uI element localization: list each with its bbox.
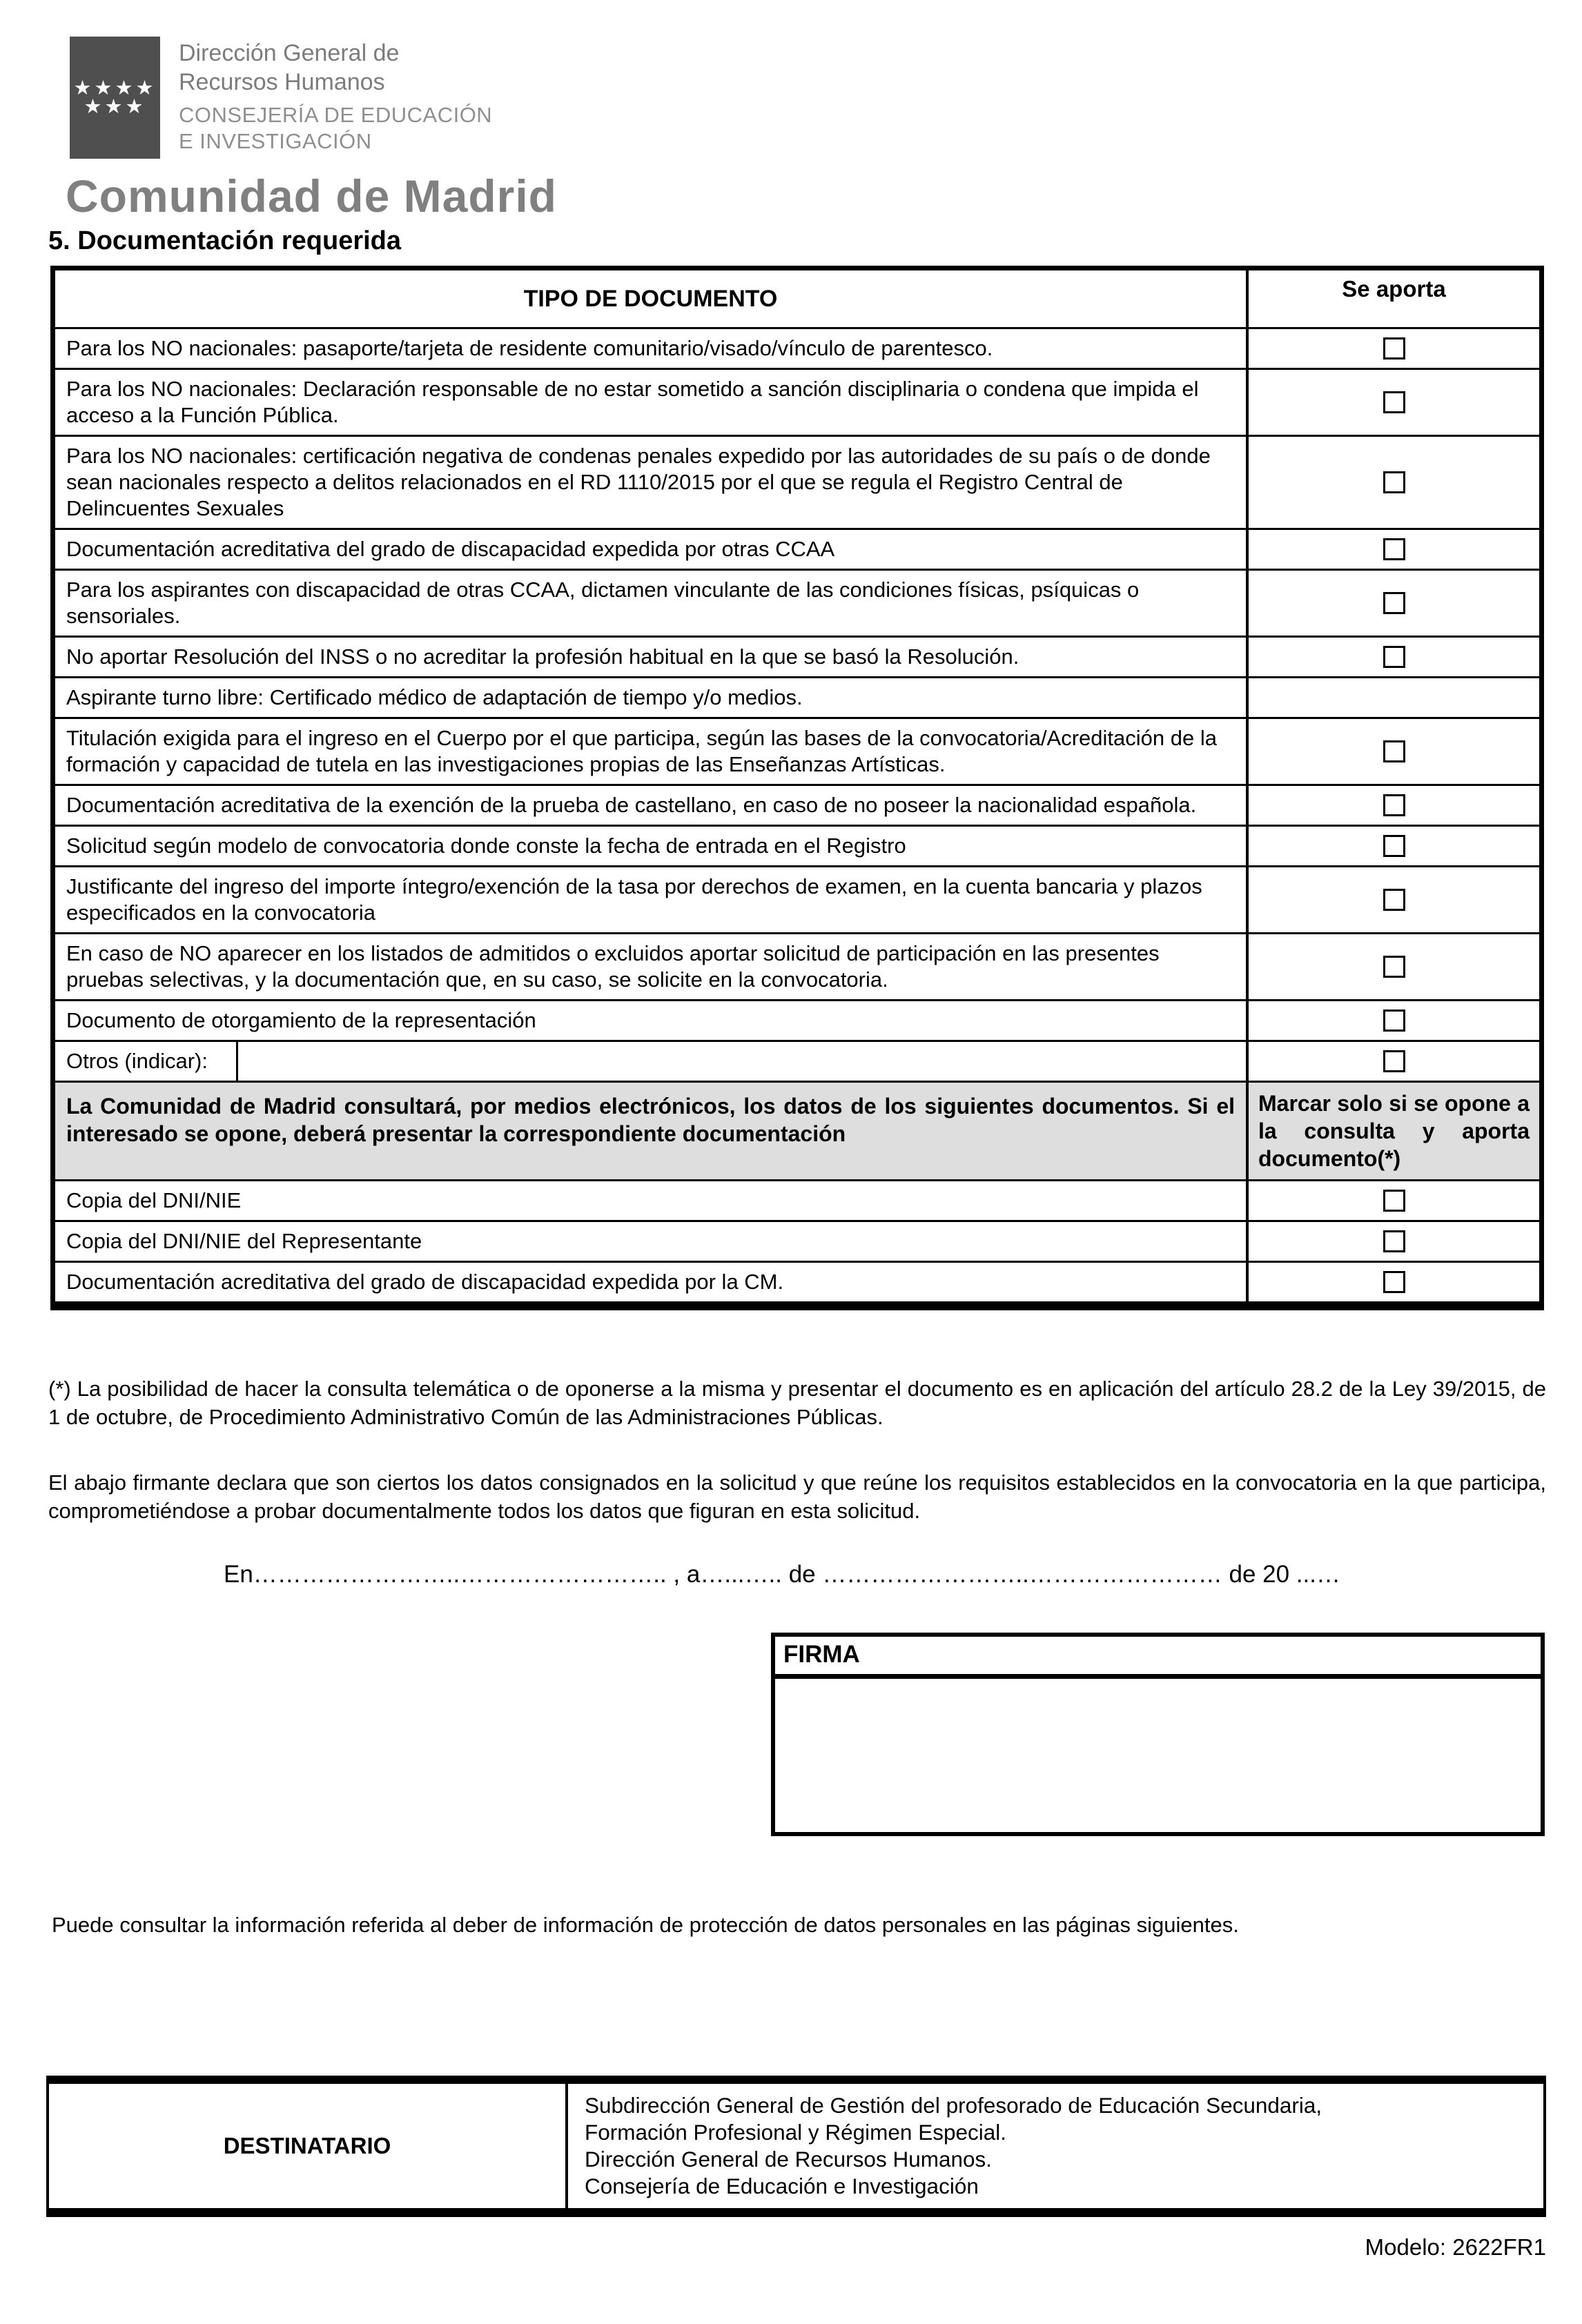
se-aporta-cell — [1246, 827, 1539, 865]
document-type-label: Para los NO nacionales: Declaración responsable de no estar sometido a sanción disciplinaria o condena que impida el acceso a la Función Pública. — [66, 377, 1199, 427]
se-aporta-cell — [1246, 1263, 1539, 1301]
table-row — [55, 717, 1539, 784]
se-aporta-cell — [1246, 329, 1539, 368]
se-aporta-cell — [1246, 1222, 1539, 1261]
org-block — [179, 39, 492, 155]
table-row — [55, 676, 1539, 717]
se-aporta-cell — [1246, 678, 1539, 717]
se-aporta-cell — [1246, 1181, 1539, 1220]
destinatario-address — [568, 2084, 1543, 2208]
otros-input-area[interactable] — [236, 1042, 1246, 1081]
document-type-label: Para los aspirantes con discapacidad de otras CCAA, dictamen vinculante de las condiciones físicas, psíquicas o sensoriales. — [66, 578, 1140, 628]
se-aporta-checkbox[interactable] — [1383, 889, 1405, 911]
firma-box — [771, 1633, 1545, 1836]
org-name-line2: Recursos Humanos — [179, 69, 385, 95]
se-aporta-checkbox[interactable] — [1383, 794, 1405, 816]
se-aporta-cell — [1246, 638, 1539, 676]
se-aporta-cell — [1246, 934, 1539, 999]
table-header-row — [55, 270, 1539, 327]
se-aporta-checkbox[interactable] — [1383, 592, 1405, 614]
table-row — [55, 825, 1539, 865]
table-row — [55, 932, 1539, 999]
document-type-label: Documentación acreditativa de la exención de la prueba de castellano, en caso de no poseer la nacionalidad española. — [66, 793, 1197, 817]
document-type-label: Para los NO nacionales: certificación negativa de condenas penales expedido por las autoridades de su país o de donde sean nacionales respecto a delitos relacionados en el RD 1110/2015 por el que se regula el Registro Central de Delincuentes Sexuales — [66, 444, 1211, 520]
madrid-flag-logo — [70, 37, 160, 159]
privacy-note: Puede consultar la información referida al deber de información de protección de datos personales en las páginas siguientes. — [52, 1913, 1239, 1937]
document-type-label: En caso de NO aparecer en los listados de admitidos o excluidos aportar solicitud de participación en las presentes pruebas selectivas, y la documentación que, en su caso, se solicite en la convocatoria. — [66, 941, 1160, 992]
se-aporta-cell — [1246, 530, 1539, 569]
document-type-label: Documento de otorgamiento de la representación — [66, 1008, 536, 1032]
table-row — [55, 1261, 1539, 1301]
se-aporta-checkbox[interactable] — [1383, 538, 1405, 560]
table-row — [55, 368, 1539, 435]
table-row — [55, 865, 1539, 932]
oposicion-checkbox[interactable] — [1383, 1271, 1405, 1293]
se-aporta-cell — [1246, 437, 1539, 528]
consult-header-row — [55, 1081, 1539, 1179]
se-aporta-checkbox[interactable] — [1383, 740, 1405, 762]
dept-name-line2: E INVESTIGACIÓN — [179, 129, 372, 153]
destinatario-box — [46, 2076, 1546, 2217]
table-row — [55, 569, 1539, 636]
se-aporta-checkbox[interactable] — [1383, 471, 1405, 493]
document-type-label: Copia del DNI/NIE — [66, 1188, 242, 1212]
firma-signature-area[interactable] — [775, 1679, 1541, 1831]
se-aporta-checkbox[interactable] — [1383, 646, 1405, 668]
document-type-label: Para los NO nacionales: pasaporte/tarjeta de residente comunitario/visado/vínculo de parentesco. — [66, 336, 993, 360]
madrid-stars-icon: ★★★ — [84, 95, 146, 118]
se-aporta-cell — [1246, 1001, 1539, 1040]
se-aporta-checkbox[interactable] — [1383, 337, 1405, 360]
document-type-label: Titulación exigida para el ingreso en el Cuerpo por el que participa, según las bases de la convocatoria/Acreditación de la formación y capacidad de tutela en las investigaciones propias de las Enseñanzas Artísticas. — [66, 726, 1217, 776]
column-header-se-aporta: Se aporta — [1246, 270, 1539, 327]
table-row — [55, 999, 1539, 1040]
document-type-label: Documentación acreditativa del grado de discapacidad expedida por otras CCAA — [66, 537, 835, 561]
table-row — [55, 1220, 1539, 1261]
destinatario-line: Subdirección General de Gestión del profesorado de Educación Secundaria, — [585, 2093, 1322, 2118]
document-type-label: No aportar Resolución del INSS o no acreditar la profesión habitual en la que se basó la Resolución. — [66, 644, 1019, 669]
destinatario-line: Consejería de Educación e Investigación — [585, 2174, 979, 2198]
oposicion-checkbox[interactable] — [1383, 1190, 1405, 1212]
declaration-text: El abajo firmante declara que son ciertos los datos consignados en la solicitud y que reúne los requisitos establecidos en la convocatoria en la que participa, comprometiéndose a probar documentalmente todos los datos que figuran en esta solicitud. — [48, 1470, 1546, 1523]
se-aporta-cell — [1246, 1042, 1539, 1081]
table-row — [55, 435, 1539, 528]
se-aporta-cell — [1246, 786, 1539, 825]
se-aporta-checkbox[interactable] — [1383, 1050, 1405, 1072]
form-model-code: Modelo: 2622FR1 — [1365, 2234, 1546, 2260]
se-aporta-cell — [1246, 571, 1539, 636]
table-row — [55, 528, 1539, 569]
document-type-label: Justificante del ingreso del importe íntegro/exención de la tasa por derechos de examen, en la cuenta bancaria y plazos especificados en la convocatoria — [66, 874, 1202, 925]
table-row — [55, 636, 1539, 676]
document-type-label: Solicitud según modelo de convocatoria donde conste la fecha de entrada en el Registro — [66, 834, 906, 858]
document-type-label: Copia del DNI/NIE del Representante — [66, 1229, 422, 1253]
destinatario-line: Formación Profesional y Régimen Especial. — [585, 2120, 1007, 2145]
footnote-asterisk: (*) La posibilidad de hacer la consulta telemática o de oponerse a la misma y presentar el documento es en aplicación del artículo 28.2 de la Ley 39/2015, de 1 de octubre, de Procedimiento Administrativo Común de las Administraciones Públicas. — [48, 1377, 1546, 1429]
destinatario-label: DESTINATARIO — [49, 2084, 568, 2208]
se-aporta-checkbox[interactable] — [1383, 1010, 1405, 1032]
brand-title: Comunidad de Madrid — [66, 170, 557, 221]
consult-column-note: Marcar solo si se opone a la consulta y aporta documento(*) — [1246, 1083, 1539, 1179]
table-row — [55, 327, 1539, 368]
se-aporta-cell — [1246, 370, 1539, 435]
se-aporta-checkbox[interactable] — [1383, 835, 1405, 857]
se-aporta-cell — [1246, 867, 1539, 932]
document-type-label: Aspirante turno libre: Certificado médico de adaptación de tiempo y/o medios. — [66, 685, 803, 709]
column-header-tipo-de-documento: TIPO DE DOCUMENTO — [523, 286, 778, 312]
se-aporta-checkbox[interactable] — [1383, 391, 1405, 413]
consult-statement: La Comunidad de Madrid consultará, por medios electrónicos, los datos de los siguientes documentos. Si el interesado se opone, deberá presentar la correspondiente documentación — [66, 1094, 1235, 1146]
table-row — [55, 1179, 1539, 1220]
document-type-label: Documentación acreditativa del grado de discapacidad expedida por la CM. — [66, 1270, 784, 1294]
table-row — [55, 784, 1539, 825]
documentacion-table — [50, 266, 1544, 1310]
se-aporta-checkbox[interactable] — [1383, 956, 1405, 978]
document-type-label: Otros (indicar): — [66, 1049, 208, 1073]
table-row-otros — [55, 1040, 1539, 1081]
se-aporta-cell — [1246, 719, 1539, 784]
org-name-line1: Dirección General de — [179, 40, 400, 66]
page-title: 5. Documentación requerida — [48, 226, 402, 255]
madrid-stars-icon: ★★★★ — [73, 77, 157, 99]
date-place-line[interactable]: En……………………..…………………….. , a…...….. de ……………………..…………………… de 20 ...… — [224, 1561, 1340, 1588]
destinatario-line: Dirección General de Recursos Humanos. — [585, 2147, 993, 2172]
oposicion-checkbox[interactable] — [1383, 1230, 1405, 1252]
firma-label: FIRMA — [775, 1637, 1541, 1679]
otros-cell — [55, 1042, 1246, 1081]
dept-name-line1: CONSEJERÍA DE EDUCACIÓN — [179, 103, 493, 127]
